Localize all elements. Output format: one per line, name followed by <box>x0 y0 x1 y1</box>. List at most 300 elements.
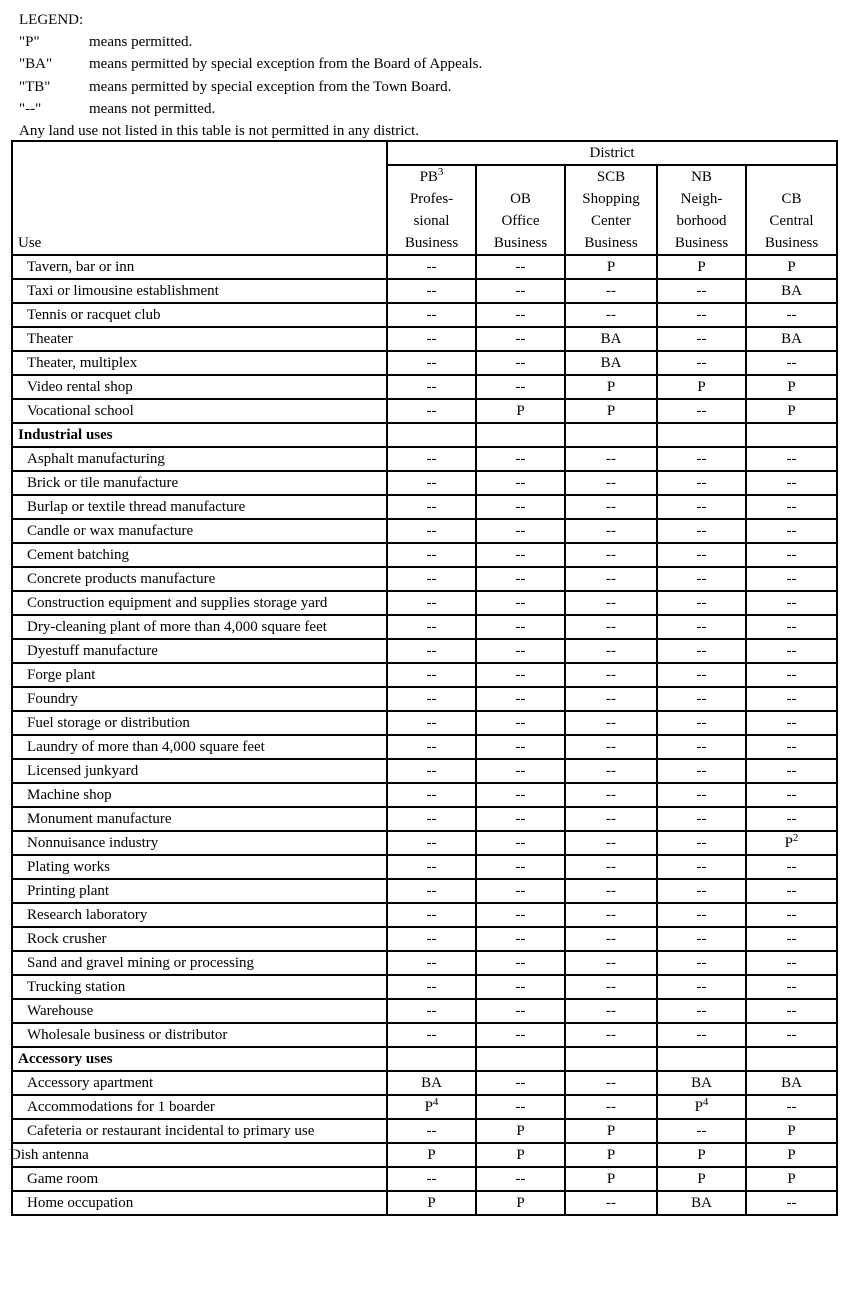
column-header-line: Center <box>591 213 631 229</box>
value-cell <box>565 711 657 735</box>
table-row <box>12 471 837 495</box>
permission-value: -- <box>696 475 707 491</box>
use-label: Warehouse <box>27 1003 94 1019</box>
legend-symbol: "BA" <box>19 56 53 73</box>
value-cell <box>476 1071 565 1095</box>
value-cell <box>565 351 657 375</box>
permission-value: -- <box>606 619 616 635</box>
use-cell <box>12 375 387 399</box>
value-cell <box>657 351 746 375</box>
permission-value: -- <box>696 547 707 563</box>
use-cell <box>12 687 387 711</box>
permission-value: P <box>424 1099 433 1115</box>
table-row <box>12 687 837 711</box>
value-cell <box>476 807 565 831</box>
value-cell <box>565 399 657 423</box>
use-label: Trucking station <box>27 979 126 995</box>
table-row <box>12 303 837 327</box>
value-cell <box>476 351 565 375</box>
permission-value: -- <box>606 1099 616 1115</box>
permission-value: -- <box>786 451 797 467</box>
permission-value: -- <box>426 691 437 707</box>
use-cell <box>12 711 387 735</box>
permission-value: -- <box>786 307 797 323</box>
permission-value: -- <box>426 475 437 491</box>
permission-value: -- <box>786 955 797 971</box>
column-header-line: Neigh- <box>680 191 723 207</box>
use-label: Concrete products manufacture <box>27 571 216 587</box>
value-cell <box>476 1191 565 1215</box>
value-cell <box>387 1191 476 1215</box>
value-cell <box>565 423 657 447</box>
value-cell <box>476 1167 565 1191</box>
value-cell <box>565 759 657 783</box>
value-cell <box>565 855 657 879</box>
permission-value: -- <box>606 763 616 779</box>
value-cell <box>657 687 746 711</box>
value-cell <box>565 663 657 687</box>
permission-value: BA <box>600 355 622 371</box>
permission-value: -- <box>515 835 526 851</box>
use-cell <box>12 279 387 303</box>
permission-value: -- <box>426 523 437 539</box>
table-row <box>12 951 837 975</box>
table-row <box>12 447 837 471</box>
value-cell <box>387 639 476 663</box>
value-cell <box>657 423 746 447</box>
legend-symbol: "--" <box>19 100 42 117</box>
value-cell <box>387 903 476 927</box>
value-cell <box>387 783 476 807</box>
permission-value: -- <box>606 955 616 971</box>
use-label: Brick or tile manufacture <box>27 475 179 491</box>
permission-value: -- <box>515 451 526 467</box>
value-cell <box>565 975 657 999</box>
value-cell <box>387 1095 476 1119</box>
permission-value: -- <box>426 403 437 419</box>
table-row <box>12 759 837 783</box>
permission-value: -- <box>786 1099 797 1115</box>
legend-meaning: means permitted by special exception from the Town Board. <box>89 78 452 95</box>
value-cell <box>657 303 746 327</box>
use-cell <box>12 303 387 327</box>
use-label: Theater, multiplex <box>27 355 138 371</box>
value-cell <box>746 615 837 639</box>
table-row <box>12 1167 837 1191</box>
permission-value: -- <box>696 283 707 299</box>
use-cell <box>12 831 387 855</box>
value-cell <box>387 255 476 279</box>
value-cell <box>387 807 476 831</box>
permission-value: -- <box>786 499 797 515</box>
value-cell <box>476 711 565 735</box>
value-cell <box>387 399 476 423</box>
value-cell <box>387 519 476 543</box>
column-header-line: Business <box>674 235 729 251</box>
permission-value: BA <box>600 331 622 347</box>
permission-value: -- <box>696 1123 707 1139</box>
value-cell <box>565 1143 657 1167</box>
table-row <box>12 591 837 615</box>
permission-value: -- <box>696 859 707 875</box>
value-cell <box>565 687 657 711</box>
permission-value: -- <box>786 979 797 995</box>
permission-value: -- <box>426 499 437 515</box>
value-cell <box>387 831 476 855</box>
column-header-line <box>477 166 564 188</box>
table-row <box>12 543 837 567</box>
value-cell <box>657 375 746 399</box>
permission-value: -- <box>606 307 616 323</box>
value-cell <box>657 399 746 423</box>
permission-value: -- <box>786 931 797 947</box>
use-cell <box>12 495 387 519</box>
value-cell <box>387 615 476 639</box>
use-label: Tavern, bar or inn <box>27 259 135 275</box>
use-cell <box>12 855 387 879</box>
permission-value: -- <box>515 283 526 299</box>
value-cell <box>746 687 837 711</box>
use-label: Cafeteria or restaurant incidental to primary use <box>27 1123 315 1139</box>
permission-value: -- <box>606 523 616 539</box>
legend-meaning: means permitted. <box>89 34 193 51</box>
value-cell <box>565 1167 657 1191</box>
permission-value: -- <box>786 715 797 731</box>
permission-value: -- <box>515 907 526 923</box>
permission-value: -- <box>515 979 526 995</box>
permission-value: -- <box>606 595 616 611</box>
permission-value: -- <box>696 739 707 755</box>
permission-value: P <box>787 1171 796 1187</box>
use-cell <box>12 1023 387 1047</box>
use-label: Machine shop <box>27 787 112 803</box>
value-cell <box>565 879 657 903</box>
value-cell <box>657 831 746 855</box>
permission-value: -- <box>515 883 526 899</box>
permission-value: P <box>516 403 525 419</box>
value-cell <box>657 879 746 903</box>
permission-value: -- <box>515 331 526 347</box>
permission-value: -- <box>426 883 437 899</box>
column-header-line: Office <box>501 213 540 229</box>
value-cell <box>387 279 476 303</box>
use-cell <box>12 1095 387 1119</box>
value-cell <box>746 543 837 567</box>
value-cell <box>746 495 837 519</box>
use-column-header: Use <box>12 141 387 255</box>
permission-value: -- <box>515 379 526 395</box>
use-cell <box>12 783 387 807</box>
value-cell <box>565 1119 657 1143</box>
value-cell <box>746 1167 837 1191</box>
value-cell <box>657 591 746 615</box>
use-cell <box>12 759 387 783</box>
permission-value: -- <box>515 1027 526 1043</box>
permission-value: P <box>516 1147 525 1163</box>
value-cell <box>565 471 657 495</box>
column-header-line: Business <box>493 235 548 251</box>
table-row <box>12 1191 837 1215</box>
use-cell <box>12 543 387 567</box>
column-header-line: borhood <box>676 213 727 229</box>
value-cell <box>657 975 746 999</box>
column-header-pb <box>387 165 476 255</box>
table-row <box>12 351 837 375</box>
value-cell <box>746 375 837 399</box>
use-cell <box>12 567 387 591</box>
permission-value: -- <box>426 739 437 755</box>
column-header-line: OB <box>510 191 531 207</box>
table-row <box>12 999 837 1023</box>
value-cell <box>387 591 476 615</box>
value-cell <box>476 279 565 303</box>
table-row <box>12 735 837 759</box>
use-label: Construction equipment and supplies storage yard <box>27 595 328 611</box>
use-label: Home occupation <box>27 1195 134 1211</box>
legend-meaning: means not permitted. <box>89 100 216 117</box>
use-cell <box>12 471 387 495</box>
value-cell <box>565 615 657 639</box>
footnote-marker: 4 <box>432 1096 439 1108</box>
permission-value: -- <box>426 667 437 683</box>
permission-value: P <box>427 1147 436 1163</box>
value-cell <box>746 663 837 687</box>
use-cell <box>12 1191 387 1215</box>
value-cell <box>565 375 657 399</box>
permission-value: -- <box>696 523 707 539</box>
use-label: Dyestuff manufacture <box>27 643 158 659</box>
value-cell <box>746 831 837 855</box>
permission-value: -- <box>786 1027 797 1043</box>
permission-value: -- <box>426 859 437 875</box>
table-row <box>12 639 837 663</box>
value-cell <box>746 903 837 927</box>
value-cell <box>565 1047 657 1071</box>
value-cell <box>476 567 565 591</box>
table-row <box>12 495 837 519</box>
district-header: District <box>387 141 837 165</box>
permission-value: -- <box>426 787 437 803</box>
table-row <box>12 615 837 639</box>
value-cell <box>657 327 746 351</box>
permission-value: -- <box>696 499 707 515</box>
value-cell <box>565 495 657 519</box>
value-cell <box>746 711 837 735</box>
value-cell <box>387 567 476 591</box>
table-row <box>12 927 837 951</box>
permission-value: -- <box>606 499 616 515</box>
legend-item <box>19 76 482 98</box>
use-label: Tennis or racquet club <box>27 307 161 323</box>
permission-value: -- <box>426 1003 437 1019</box>
value-cell <box>746 351 837 375</box>
value-cell <box>657 903 746 927</box>
permission-value: -- <box>696 595 707 611</box>
column-header-line: Central <box>769 213 814 229</box>
permission-value: -- <box>515 595 526 611</box>
use-label: Sand and gravel mining or processing <box>27 955 255 971</box>
use-label: Candle or wax manufacture <box>27 523 194 539</box>
permission-value: -- <box>696 691 707 707</box>
legend-meaning: means permitted by special exception from the Board of Appeals. <box>89 56 483 73</box>
permission-value: -- <box>696 907 707 923</box>
value-cell <box>657 927 746 951</box>
value-cell <box>657 855 746 879</box>
permission-value: -- <box>426 283 437 299</box>
value-cell <box>657 615 746 639</box>
value-cell <box>565 447 657 471</box>
value-cell <box>476 543 565 567</box>
permission-value: -- <box>696 811 707 827</box>
table-row <box>12 663 837 687</box>
use-cell <box>12 639 387 663</box>
use-label: Foundry <box>27 691 78 707</box>
column-header-line: Profes- <box>409 191 454 207</box>
permission-value: -- <box>515 859 526 875</box>
use-label: Taxi or limousine establishment <box>27 283 219 299</box>
permission-value: -- <box>786 547 797 563</box>
category-label: Accessory uses <box>12 1047 387 1071</box>
table-row <box>12 903 837 927</box>
permission-value: BA <box>781 331 802 347</box>
permission-value: -- <box>786 739 797 755</box>
value-cell <box>387 1071 476 1095</box>
permission-value: P <box>606 1123 616 1139</box>
value-cell <box>746 927 837 951</box>
value-cell <box>746 1023 837 1047</box>
use-cell <box>12 519 387 543</box>
value-cell <box>565 903 657 927</box>
permission-value: -- <box>786 883 797 899</box>
value-cell <box>476 1047 565 1071</box>
permission-value: -- <box>786 643 797 659</box>
value-cell <box>387 879 476 903</box>
use-label: Theater <box>27 331 73 347</box>
value-cell <box>657 711 746 735</box>
permission-value: P <box>787 403 796 419</box>
permission-value: -- <box>606 1027 616 1043</box>
permission-value: -- <box>696 619 707 635</box>
permission-value: -- <box>515 619 526 635</box>
value-cell <box>746 303 837 327</box>
category-label: Industrial uses <box>12 423 387 447</box>
value-cell <box>387 1167 476 1191</box>
value-cell <box>387 759 476 783</box>
table-row <box>12 879 837 903</box>
value-cell <box>565 543 657 567</box>
use-cell <box>12 879 387 903</box>
use-cell <box>12 999 387 1023</box>
permission-value: -- <box>515 955 526 971</box>
value-cell <box>387 975 476 999</box>
table-row <box>12 327 837 351</box>
permission-value: -- <box>426 1171 437 1187</box>
table-row <box>12 399 837 423</box>
value-cell <box>565 1023 657 1047</box>
permission-value: P <box>606 1147 616 1163</box>
table-row <box>12 855 837 879</box>
use-label: Nonnuisance industry <box>27 835 159 851</box>
value-cell <box>476 519 565 543</box>
permission-value: -- <box>696 1003 707 1019</box>
permission-value: P <box>427 1195 436 1211</box>
use-cell <box>12 927 387 951</box>
value-cell <box>657 279 746 303</box>
permission-value: -- <box>696 643 707 659</box>
permission-value: -- <box>426 811 437 827</box>
permission-value: -- <box>515 715 526 731</box>
value-cell <box>657 1119 746 1143</box>
value-cell <box>657 783 746 807</box>
use-label: Research laboratory <box>27 907 148 923</box>
value-cell <box>387 711 476 735</box>
permission-value: -- <box>515 691 526 707</box>
permission-value: P <box>787 1147 796 1163</box>
permission-value: -- <box>515 499 526 515</box>
table-row <box>12 1143 837 1167</box>
permission-value: -- <box>696 715 707 731</box>
permission-value: -- <box>786 763 797 779</box>
value-cell <box>746 735 837 759</box>
value-cell <box>657 1071 746 1095</box>
permission-value: -- <box>515 523 526 539</box>
permission-value: P <box>516 1123 525 1139</box>
permission-value: -- <box>786 523 797 539</box>
value-cell <box>476 951 565 975</box>
value-cell <box>387 927 476 951</box>
value-cell <box>565 831 657 855</box>
use-label: Accommodations for 1 boarder <box>27 1099 215 1115</box>
permission-value: -- <box>696 1027 707 1043</box>
value-cell <box>746 639 837 663</box>
use-label: Licensed junkyard <box>27 763 139 779</box>
value-cell <box>746 423 837 447</box>
permission-value: -- <box>786 619 797 635</box>
column-header-line: NB <box>691 169 712 185</box>
value-cell <box>476 375 565 399</box>
table-row <box>12 1119 837 1143</box>
value-cell <box>565 255 657 279</box>
permission-value: P <box>787 1123 796 1139</box>
permission-value: -- <box>696 667 707 683</box>
value-cell <box>657 663 746 687</box>
value-cell <box>565 735 657 759</box>
permission-value: -- <box>515 307 526 323</box>
value-cell <box>387 687 476 711</box>
value-cell <box>476 423 565 447</box>
permission-value: -- <box>515 643 526 659</box>
table-row <box>12 975 837 999</box>
value-cell <box>476 927 565 951</box>
use-label: Printing plant <box>27 883 110 899</box>
value-cell <box>746 975 837 999</box>
value-cell <box>565 591 657 615</box>
table-row <box>12 1071 837 1095</box>
permission-value: -- <box>426 1123 437 1139</box>
permission-value: -- <box>696 979 707 995</box>
value-cell <box>565 639 657 663</box>
use-cell <box>12 1071 387 1095</box>
column-header-line: CB <box>781 191 802 207</box>
permission-value: -- <box>696 787 707 803</box>
use-label: Forge plant <box>27 667 96 683</box>
permission-value: -- <box>426 379 437 395</box>
permission-value: P <box>787 379 796 395</box>
use-cell <box>12 663 387 687</box>
permission-value: -- <box>606 667 616 683</box>
value-cell <box>565 1095 657 1119</box>
use-label: Wholesale business or distributor <box>27 1027 228 1043</box>
